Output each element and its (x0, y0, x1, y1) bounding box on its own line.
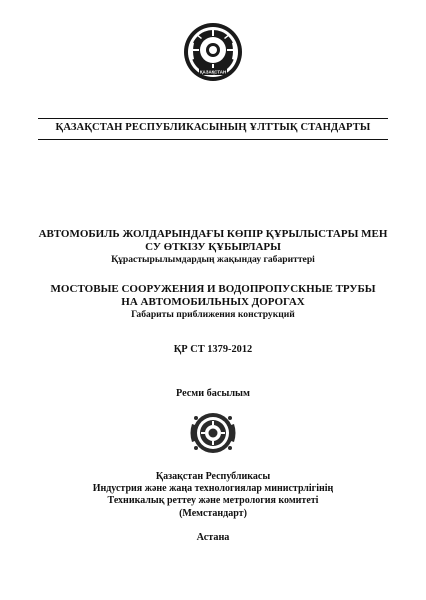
publisher-line-4: (Мемстандарт) (179, 507, 247, 519)
header-top-rule (38, 118, 388, 119)
title-ru-line-2: НА АВТОМОБИЛЬНЫХ ДОРОГАХ (121, 296, 305, 308)
city-label: Астана (196, 532, 230, 543)
title-kz-line-1: АВТОМОБИЛЬ ЖОЛДАРЫНДАҒЫ КӨПІР ҚҰРЫЛЫСТАРЫ МЕН (38, 228, 388, 240)
state-emblem-icon (183, 20, 243, 84)
official-seal-icon (187, 410, 239, 456)
title-kz-line-2: СУ ӨТКІЗУ ҚҰБЫРЛАРЫ (145, 241, 281, 253)
standard-type-heading: ҚАЗАҚСТАН РЕСПУБЛИКАСЫНЫҢ ҰЛТТЫҚ СТАНДАРТЫ (55, 122, 371, 133)
subtitle-kz: Құрастырылымдардың жақындау габариттері (111, 254, 315, 265)
title-ru (0, 283, 426, 309)
publisher-line-2: Индустрия және жаңа технологиялар министрлігінің (92, 483, 334, 495)
publisher-block (0, 471, 426, 520)
header-bottom-rule (38, 139, 388, 140)
emblem-caption: ҚАЗАҚСТАН (199, 69, 227, 75)
publisher-line-1: Қазақстан Республикасы (155, 471, 271, 482)
edition-label: Ресми басылым (176, 388, 250, 399)
standard-number: ҚР СТ 1379-2012 (173, 344, 253, 355)
title-ru-line-1: МОСТОВЫЕ СООРУЖЕНИЯ И ВОДОПРОПУСКНЫЕ ТРУБЫ (50, 283, 376, 295)
publisher-line-3: Техникалық реттеу және метрология комитеті (107, 495, 319, 507)
title-kz (0, 228, 426, 254)
subtitle-ru: Габариты приближения конструкций (131, 309, 295, 320)
